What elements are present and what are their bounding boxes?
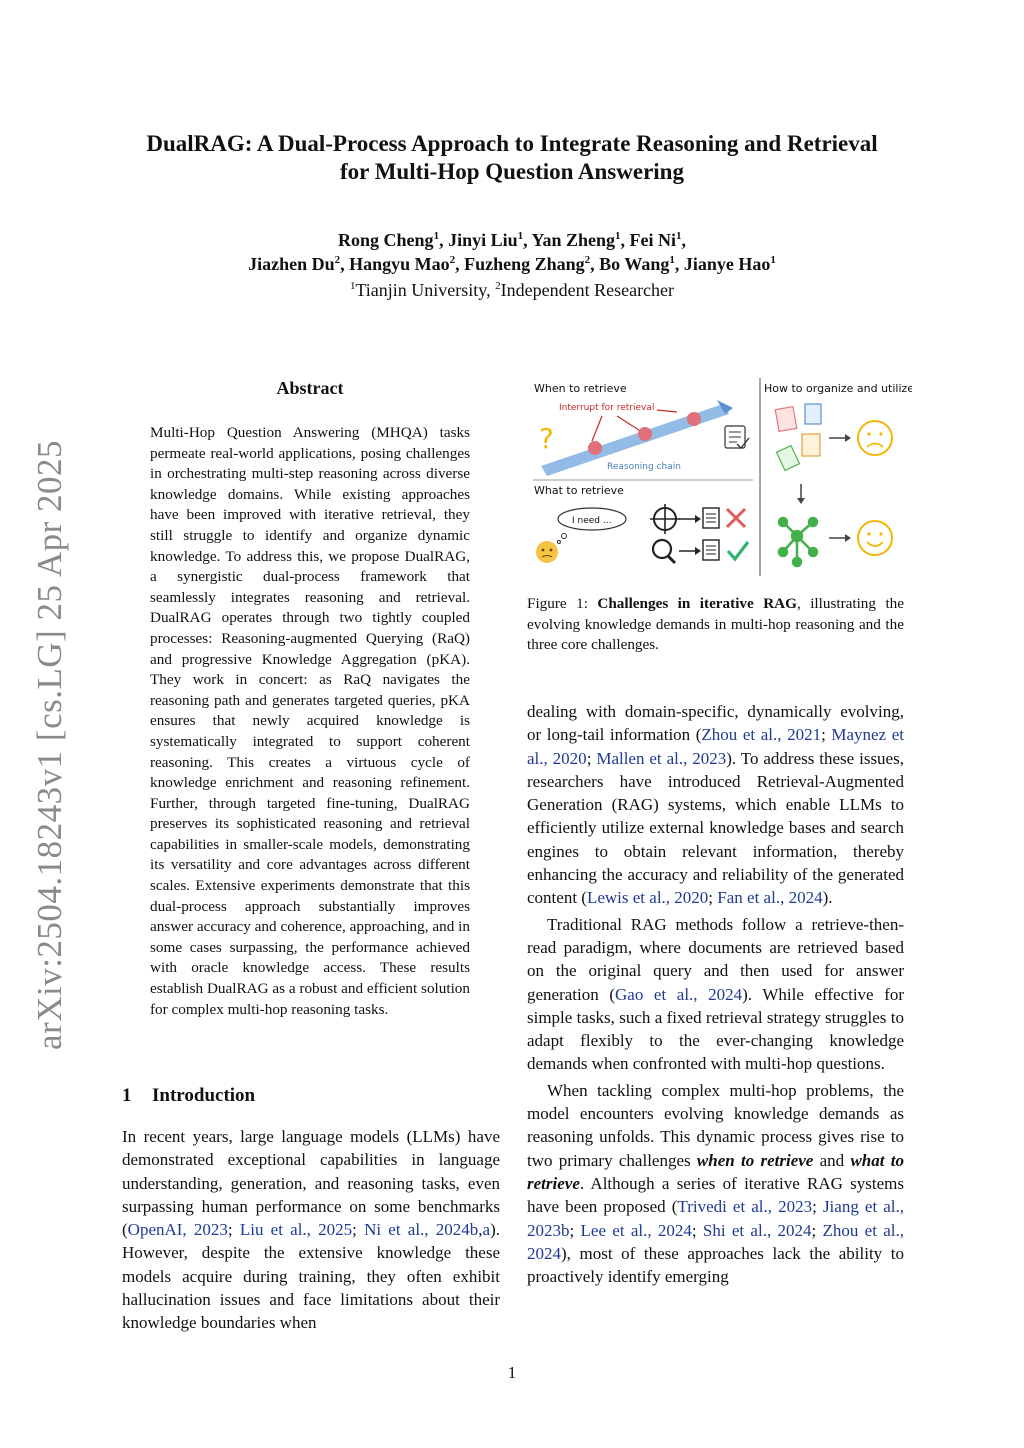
retrieval-point-3 — [687, 412, 701, 426]
intro-right-column — [527, 700, 904, 1291]
abstract-text: Multi-Hop Question Answering (MHQA) tasks permeate real-world applications, posing challenges in orchestrating multi-step reasoning across diverse knowledge domains. While existing approaches have been improved with iterative retrieval, they still struggle to identify and organize dynamic knowledge. To address this, we propose DualRAG, a synergistic dual-process framework that seamlessly integrates reasoning and retrieval. DualRAG operates through two tightly coupled processes: Reasoning-augmented Querying (RaQ) and progressive Knowledge Aggregation (pKA). They work in concert: as RaQ navigates the reasoning path and generates targeted queries, pKA ensures that newly acquired knowledge is systematically integrated to support coherent reasoning. This creates a virtuous cycle of knowledge enrichment and reasoning refinement. Further, through targeted fine-tuning, DualRAG preserves its sophisticated reasoning and retrieval capabilities in smaller-scale models, demonstrating its versatility and core advantages across different scales. Extensive experiments demonstrate that this dual-process approach substantially improves answer accuracy and coherence, approaching, and in some cases surpassing, the performance achieved with oracle knowledge access. These results establish DualRAG as a robust and efficient solution for complex multi-hop reasoning tasks. — [150, 424, 470, 1018]
page-number: 1 — [507, 1363, 517, 1382]
citation-link[interactable]: Lee et al., 2024 — [580, 1220, 692, 1240]
affiliation-name: Tianjin University — [355, 280, 487, 300]
label-reasoning-chain: Reasoning chain — [607, 462, 681, 472]
arxiv-identifier: arXiv:2504.18243v1 [cs.LG] 25 Apr 2025 — [30, 439, 69, 1050]
body-text: ), most of these approaches lack the ability to proactively identify emerging — [527, 1243, 904, 1287]
citation-link[interactable]: Zhou et al., 2021 — [701, 725, 822, 745]
body-text: and — [813, 1150, 851, 1170]
citation-link[interactable]: Shi et al., 2024 — [702, 1220, 812, 1240]
citation-link[interactable]: Lewis et al., 2020 — [586, 888, 709, 908]
body-text: ). However, despite the extensive knowledge these models acquire during training, they often exhibit hallucination issues and face limitations about their knowledge boundaries when — [122, 1220, 500, 1333]
author-affiliation-mark: 2 — [334, 254, 341, 266]
emphasis-when-to-retrieve: when to retrieve — [696, 1150, 814, 1170]
title-line-1: DualRAG: A Dual-Process Approach to Integrate Reasoning and Retrieval — [146, 131, 878, 156]
abstract-heading: Abstract — [276, 378, 344, 398]
author-line-1: Rong Cheng$^1$, Jinyi Liu$^1$, Yan Zheng$^1$, Fei Ni$^1$, — [338, 230, 686, 250]
arrow-head-top — [695, 515, 701, 523]
figure-1-illustration — [527, 376, 912, 584]
citation-link[interactable]: Ni et al., 2024b — [364, 1220, 479, 1240]
sad-face-icon — [858, 421, 892, 455]
label-i-need: I need ... — [572, 516, 612, 526]
affiliation-number: 1 — [349, 280, 356, 292]
body-text: . Although a series of iterative RAG systems have been proposed ( — [527, 1173, 904, 1217]
citation-link[interactable]: Trivedi et al., 2023 — [677, 1197, 813, 1217]
author-name: Rong Cheng — [338, 230, 434, 250]
author-affiliation-mark: 1 — [770, 254, 776, 266]
paper-title — [100, 130, 924, 186]
interrupt-pointer-3 — [657, 410, 677, 412]
body-text: , — [478, 1220, 483, 1240]
emphasis-what-to-retrieve: what to retrieve — [527, 1150, 904, 1193]
label-what-to-retrieve: What to retrieve — [534, 484, 624, 497]
knowledge-graph-icon — [779, 518, 817, 566]
question-mark-icon: ? — [539, 422, 554, 455]
body-text: When tackling complex multi-hop problems, the model encounters evolving knowledge demands as reasoning unfolds. This dynamic process gives rise to two primary challenges — [527, 1080, 904, 1170]
body-text: ; — [812, 1197, 823, 1217]
intro-paragraph-1 — [122, 1125, 500, 1335]
intro-paragraph-continued — [527, 700, 904, 910]
citation-link[interactable]: Fan et al., 2024 — [717, 888, 823, 908]
body-text: ; — [691, 1220, 703, 1240]
citation-link[interactable]: Jiang et al., 2023b — [527, 1197, 905, 1240]
caption-prefix: Figure 1: — [527, 595, 598, 612]
citation-link[interactable]: a — [482, 1220, 491, 1240]
author-name: Yan Zheng — [531, 230, 615, 250]
thinking-face-icon — [536, 541, 558, 563]
arrow-head-organize — [845, 434, 851, 442]
figure-1 — [527, 376, 912, 584]
body-text: ). To address these issues, researchers have introduced Retrieval-Augmented Generation (RAG) systems, which enable LLMs to efficiently utilize external knowledge bases and search engines to obtain relevant information, thereby enhancing the accuracy and reliability of the generated content ( — [527, 748, 904, 908]
affiliation-name: Independent Researcher — [500, 280, 675, 300]
document-icon — [703, 508, 719, 528]
interrupt-pointer-1 — [592, 416, 602, 441]
document-icon — [703, 540, 719, 560]
label-how-to-organize: How to organize and utilize — [764, 382, 912, 395]
author-affiliation-mark: 1 — [675, 230, 682, 242]
body-text: ; — [821, 725, 832, 745]
author-affiliation-mark: 2 — [449, 254, 456, 266]
body-text: ; — [586, 748, 597, 768]
arrow-head-bottom — [695, 547, 701, 555]
arrow-head-down — [797, 498, 805, 504]
body-text: ; — [569, 1220, 581, 1240]
intro-paragraph-3 — [527, 1079, 904, 1289]
thought-dot-1 — [562, 534, 567, 539]
affiliations: $^1$Tianjin University, $^2$Independent Researcher — [349, 280, 675, 300]
author-affiliation-mark: 2 — [584, 254, 591, 266]
scattered-documents-icon — [775, 404, 821, 470]
author-name: Jinyi Liu — [448, 230, 518, 250]
happy-face-icon — [858, 521, 892, 555]
body-text: ; — [227, 1220, 240, 1240]
section-heading-introduction — [122, 1085, 255, 1107]
citation-link[interactable]: OpenAI, 2023 — [127, 1220, 228, 1240]
green-check-icon — [728, 542, 748, 559]
label-interrupt-for-retrieval: Interrupt for retrieval — [559, 403, 655, 413]
citation-link[interactable]: Liu et al., 2025 — [239, 1220, 353, 1240]
label-when-to-retrieve: When to retrieve — [534, 382, 627, 395]
author-name: Hangyu Mao — [349, 254, 450, 274]
arrow-head-utilize — [845, 534, 851, 542]
body-text: ; — [811, 1220, 823, 1240]
body-text: dealing with domain-specific, dynamically evolving, or long-tail information ( — [527, 702, 904, 745]
figure-1-caption — [527, 594, 904, 656]
author-name: Bo Wang — [599, 254, 670, 274]
affiliation-number: 2 — [495, 280, 501, 292]
author-name: Fuzheng Zhang — [464, 254, 585, 274]
author-line-2: Jiazhen Du$^2$, Hangyu Mao$^2$, Fuzheng Zhang$^2$, Bo Wang$^1$, Jianye Hao$^1$ — [248, 254, 776, 274]
body-text: ; — [352, 1220, 365, 1240]
author-affiliation-mark: 1 — [669, 254, 675, 266]
author-affiliation-mark: 1 — [517, 230, 524, 242]
retrieval-point-1 — [588, 441, 602, 455]
author-affiliation-mark: 1 — [433, 230, 440, 242]
retrieval-point-2 — [638, 427, 652, 441]
thought-dot-2 — [558, 541, 561, 544]
crosshair-target-icon — [650, 504, 680, 534]
title-line-2: for Multi-Hop Question Answering — [340, 159, 684, 184]
author-name: Jianye Hao — [683, 254, 771, 274]
author-name: Jiazhen Du — [248, 254, 335, 274]
body-text: ). While effective for simple tasks, such a fixed retrieval strategy struggles to adapt flexibly to the ever-changing knowledge demands when confronted with multi-hop questions. — [527, 984, 905, 1074]
author-name: Fei Ni — [629, 230, 676, 250]
body-text: Traditional RAG methods follow a retrieve-then-read paradigm, where documents are retrieved based on the original query and then used for answer generation ( — [527, 914, 904, 1004]
author-list — [100, 228, 924, 276]
citation-link[interactable]: Mallen et al., 2023 — [596, 748, 727, 768]
section-title: Introduction — [152, 1085, 256, 1106]
caption-bold: Challenges in iterative RAG — [597, 595, 797, 612]
citation-link[interactable]: Maynez et al., 2020 — [527, 725, 904, 768]
caption-text: , illustrating the evolving knowledge demands in multi-hop reasoning and the three core challenges. — [527, 595, 904, 654]
section-number: 1 — [122, 1085, 132, 1106]
body-text: ; — [708, 888, 718, 908]
body-text: In recent years, large language models (LLMs) have demonstrated exceptional capabilities in language understanding, generation, and reasoning tasks, even surpassing human performance on some benchmarks ( — [122, 1127, 500, 1240]
body-text: ). — [822, 888, 833, 908]
magnifier-icon — [653, 540, 675, 563]
intro-paragraph-2 — [527, 913, 904, 1076]
author-affiliation-mark: 1 — [614, 230, 621, 242]
citation-link[interactable]: Gao et al., 2024 — [615, 984, 743, 1004]
checklist-icon — [725, 426, 749, 448]
citation-link[interactable]: Zhou et al., 2024 — [527, 1220, 904, 1263]
red-cross-icon — [727, 509, 745, 527]
